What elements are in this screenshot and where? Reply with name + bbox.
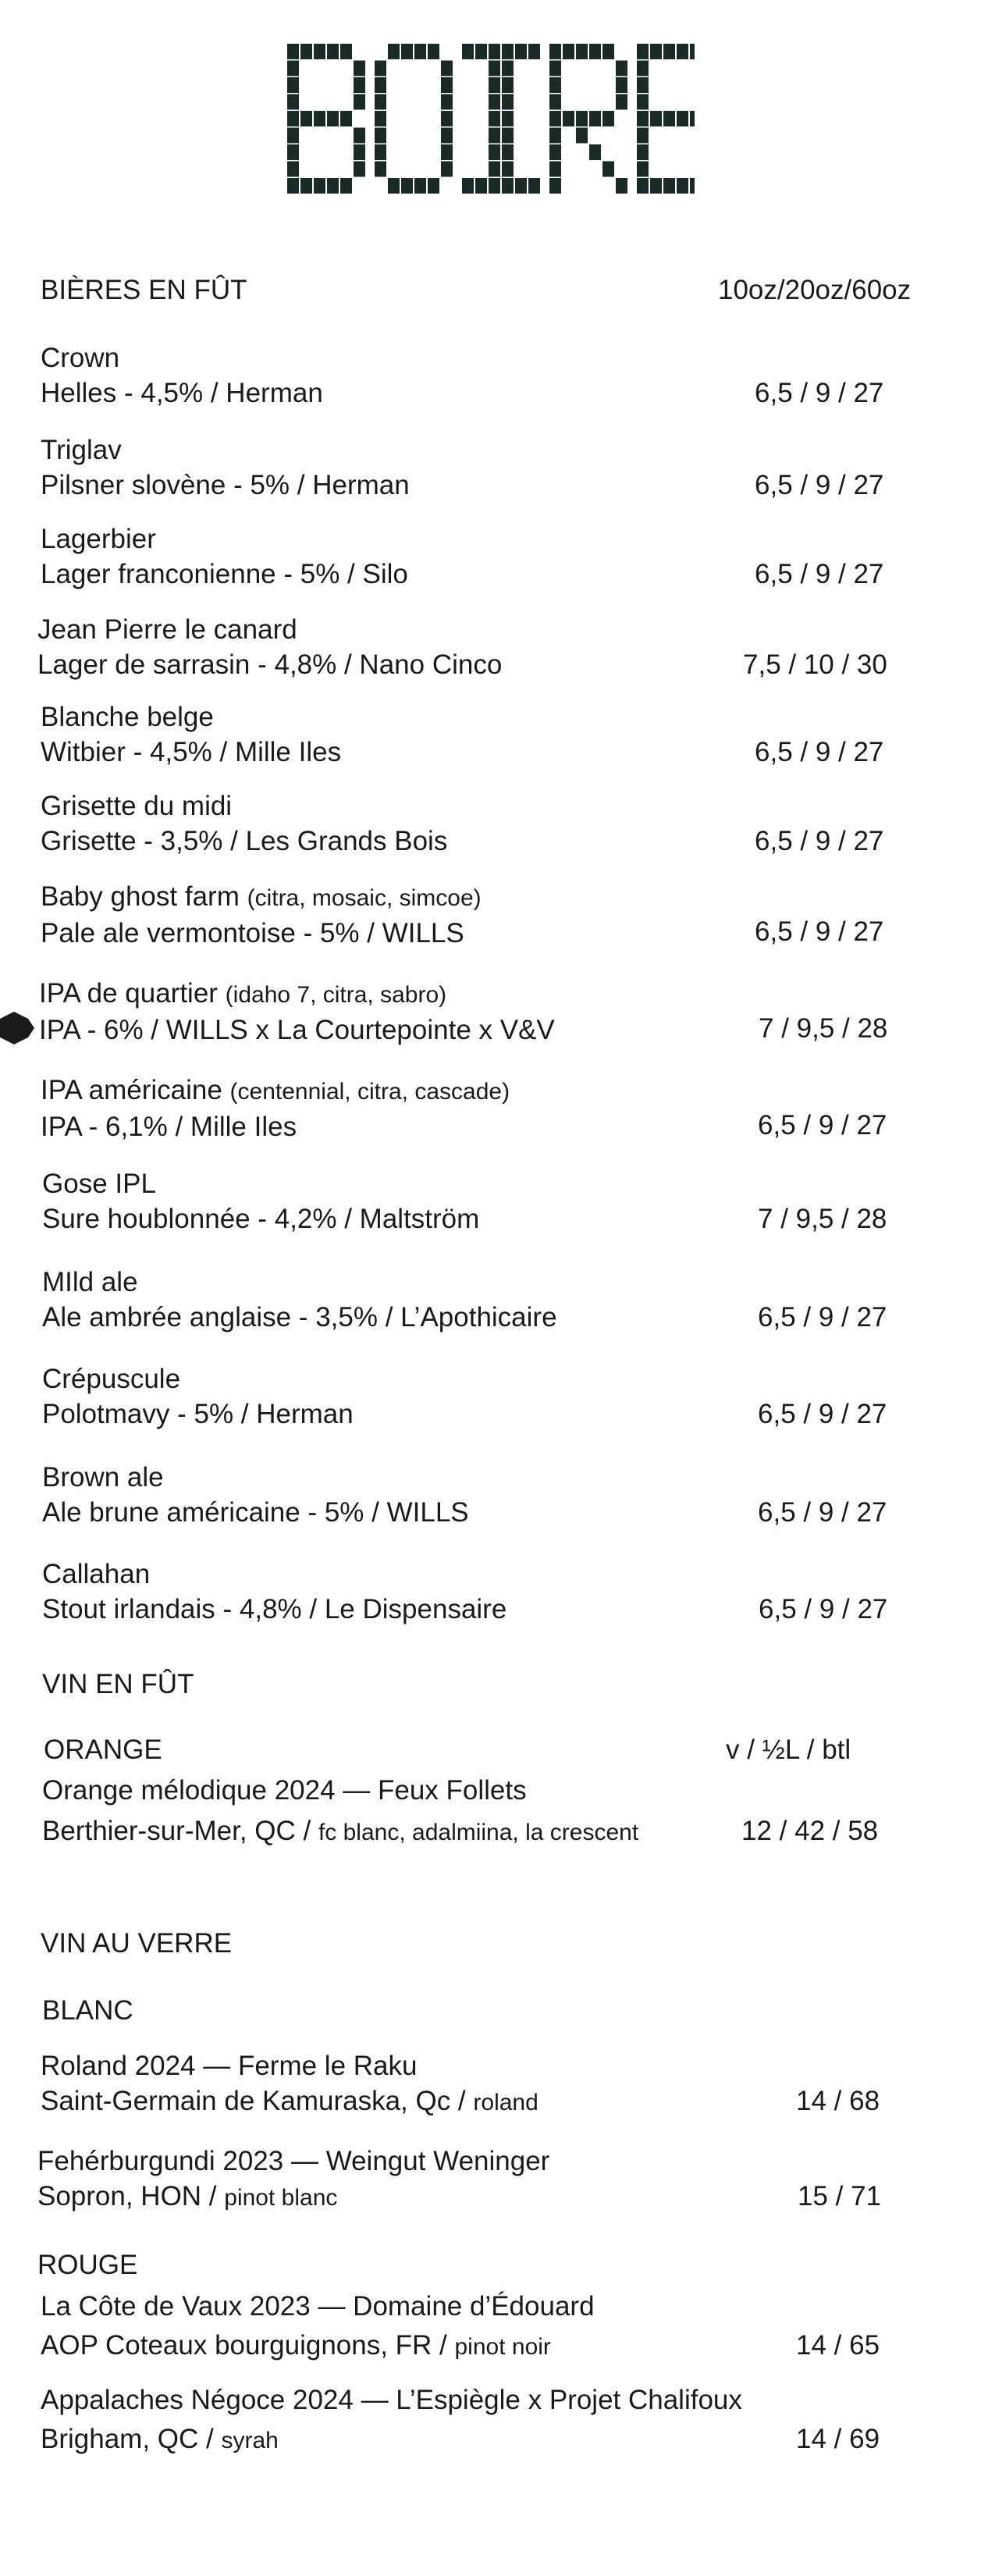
logo-brick bbox=[300, 44, 312, 59]
logo-brick bbox=[414, 178, 426, 194]
beer-price: 7 / 9,5 / 28 bbox=[759, 1013, 888, 1044]
logo-brick bbox=[489, 144, 500, 160]
logo-brick bbox=[576, 111, 588, 126]
logo-brick bbox=[375, 77, 386, 93]
logo-brick bbox=[637, 44, 649, 59]
beer-name: Lagerbier bbox=[41, 524, 156, 554]
logo-brick bbox=[563, 44, 574, 59]
logo-brick bbox=[375, 128, 386, 144]
beer-desc: Witbier - 4,5% / Mille Iles bbox=[41, 737, 342, 767]
logo-brick bbox=[441, 144, 453, 160]
logo-brick bbox=[340, 44, 352, 59]
wine-blanc-label: BLANC bbox=[42, 1995, 133, 2026]
logo-brick bbox=[475, 178, 487, 194]
beer-item bbox=[42, 1166, 940, 1236]
beer-name: MIld ale bbox=[42, 1267, 138, 1297]
beer-price: 6,5 / 9 / 27 bbox=[755, 737, 884, 767]
logo-brick bbox=[340, 178, 352, 194]
logo-brick bbox=[441, 77, 453, 93]
beer-desc: Ale ambrée anglaise - 3,5% / L’Apothicaire bbox=[42, 1302, 557, 1332]
logo-brick bbox=[515, 44, 527, 59]
wine-origin: Brigham, QC / bbox=[41, 2424, 222, 2454]
logo-brick bbox=[589, 111, 601, 126]
logo-brick bbox=[502, 61, 514, 76]
logo-brick bbox=[637, 61, 649, 76]
logo-brick bbox=[616, 61, 627, 76]
logo-brick bbox=[401, 44, 413, 59]
logo-brick bbox=[314, 111, 325, 126]
beer-desc: IPA - 6,1% / Mille Iles bbox=[41, 1112, 297, 1142]
logo-brick bbox=[515, 178, 527, 194]
logo-brick bbox=[489, 94, 500, 110]
logo-brick bbox=[327, 111, 339, 126]
logo-brick bbox=[428, 44, 439, 59]
logo-brick bbox=[375, 94, 386, 110]
wine-tap-sizes-label: v / ½L / btl bbox=[726, 1735, 851, 1765]
logo-brick bbox=[475, 44, 487, 59]
logo-brick bbox=[650, 111, 662, 126]
beer-desc: Lager franconienne - 5% / Silo bbox=[41, 559, 408, 589]
beer-item bbox=[42, 1460, 940, 1530]
beer-desc: Ale brune américaine - 5% / WILLS bbox=[42, 1497, 469, 1528]
beer-name: IPA américaine bbox=[41, 1075, 222, 1105]
logo-brick bbox=[589, 44, 601, 59]
wine-item bbox=[41, 2287, 940, 2367]
beer-hops-note: (citra, mosaic, simcoe) bbox=[247, 885, 482, 911]
logo-brick bbox=[375, 111, 386, 126]
beer-item bbox=[42, 1557, 940, 1627]
logo-brick bbox=[502, 111, 514, 126]
logo-brick bbox=[441, 61, 453, 76]
beer-item bbox=[39, 976, 940, 1048]
logo-brick bbox=[677, 44, 688, 59]
logo-brick bbox=[502, 77, 514, 93]
logo-brick bbox=[549, 77, 561, 93]
logo-brick bbox=[502, 162, 514, 177]
beer-desc: Helles - 4,5% / Herman bbox=[41, 378, 323, 408]
logo-brick bbox=[563, 111, 574, 126]
beer-desc: Pilsner slovène - 5% / Herman bbox=[41, 470, 410, 500]
beer-desc: Sure houblonnée - 4,2% / Maltström bbox=[42, 1204, 480, 1234]
logo-brick bbox=[549, 178, 561, 194]
logo-brick bbox=[549, 61, 561, 76]
logo-brick bbox=[528, 178, 540, 194]
beer-section-title: BIÈRES EN FÛT bbox=[41, 275, 247, 305]
logo-brick bbox=[576, 44, 588, 59]
logo-brick bbox=[690, 44, 695, 59]
logo-brick bbox=[314, 44, 325, 59]
logo-brick bbox=[549, 128, 561, 144]
beer-desc: Pale ale vermontoise - 5% / WILLS bbox=[41, 918, 464, 948]
beer-item bbox=[41, 340, 940, 411]
logo-brick bbox=[340, 111, 352, 126]
wine-origin: Saint-Germain de Kamuraska, Qc / bbox=[41, 2086, 474, 2116]
beer-item bbox=[42, 1361, 940, 1432]
wine-item bbox=[37, 2144, 940, 2215]
logo-brick bbox=[637, 162, 649, 177]
beer-price: 6,5 / 9 / 27 bbox=[758, 1399, 887, 1429]
beer-desc: IPA - 6% / WILLS x La Courtepointe x V&V bbox=[39, 1015, 555, 1045]
beer-price: 7,5 / 10 / 30 bbox=[743, 649, 887, 680]
beer-name: Crown bbox=[41, 343, 120, 373]
beer-name: Callahan bbox=[42, 1559, 151, 1589]
wine-title: Fehérburgundi 2023 — Weingut Weninger bbox=[37, 2146, 550, 2176]
beer-desc: Lager de sarrasin - 4,8% / Nano Cinco bbox=[37, 649, 503, 680]
logo-brick bbox=[663, 178, 675, 194]
wine-tap-section-title: VIN EN FÛT bbox=[42, 1669, 194, 1699]
logo-brick bbox=[287, 178, 299, 194]
logo-brick bbox=[650, 178, 662, 194]
logo-brick bbox=[489, 111, 500, 126]
beer-price: 6,5 / 9 / 27 bbox=[758, 1110, 887, 1140]
beer-item bbox=[41, 1073, 940, 1144]
wine-grape: roland bbox=[473, 2090, 538, 2115]
logo-brick bbox=[327, 178, 339, 194]
beer-price: 7 / 9,5 / 28 bbox=[758, 1204, 887, 1234]
beer-price: 6,5 / 9 / 27 bbox=[758, 1302, 887, 1332]
wine-price: 12 / 42 / 58 bbox=[741, 1816, 879, 1846]
beer-name: Crépuscule bbox=[42, 1364, 181, 1394]
wine-price: 14 / 65 bbox=[796, 2330, 880, 2361]
beer-name: Triglav bbox=[41, 435, 122, 465]
logo-brick bbox=[677, 111, 688, 126]
logo-brick bbox=[489, 128, 500, 144]
logo-brick bbox=[388, 44, 400, 59]
beer-item bbox=[41, 879, 940, 951]
logo-brick bbox=[690, 111, 695, 126]
logo-brick bbox=[462, 44, 474, 59]
beer-name: Grisette du midi bbox=[41, 791, 233, 821]
logo-brick bbox=[502, 44, 514, 59]
logo-brick bbox=[375, 144, 386, 160]
beer-item bbox=[41, 432, 940, 503]
beer-price: 6,5 / 9 / 27 bbox=[755, 916, 884, 947]
logo-brick bbox=[287, 162, 299, 177]
logo-brick bbox=[616, 94, 627, 110]
wine-title: Orange mélodique 2024 — Feux Follets bbox=[42, 1775, 527, 1806]
logo-brick bbox=[428, 178, 439, 194]
logo-brick bbox=[637, 128, 649, 144]
beer-price: 6,5 / 9 / 27 bbox=[755, 470, 884, 500]
logo-brick bbox=[462, 178, 474, 194]
beer-price: 6,5 / 9 / 27 bbox=[755, 378, 884, 408]
beer-desc: Polotmavy - 5% / Herman bbox=[42, 1399, 354, 1429]
hexagon-arrow-icon bbox=[0, 1012, 34, 1044]
beer-item bbox=[41, 788, 940, 859]
wine-grape: pinot blanc bbox=[224, 2185, 338, 2211]
wine-grape: syrah bbox=[221, 2428, 279, 2453]
logo-brick bbox=[441, 128, 453, 144]
wine-origin: AOP Coteaux bourguignons, FR / bbox=[41, 2330, 455, 2361]
logo-brick bbox=[354, 144, 365, 160]
logo-brick bbox=[441, 94, 453, 110]
logo-brick bbox=[489, 77, 500, 93]
logo-brick bbox=[502, 178, 514, 194]
wine-price: 14 / 69 bbox=[796, 2424, 880, 2454]
beer-price: 6,5 / 9 / 27 bbox=[759, 1594, 888, 1624]
wine-title: La Côte de Vaux 2023 — Domaine d’Édouard bbox=[41, 2291, 595, 2322]
logo-brick bbox=[388, 178, 400, 194]
wine-price: 15 / 71 bbox=[798, 2181, 882, 2211]
wine-origin: Sopron, HON / bbox=[37, 2181, 225, 2211]
logo-brick bbox=[616, 77, 627, 93]
beer-name: Gose IPL bbox=[42, 1169, 156, 1199]
logo-brick bbox=[663, 44, 675, 59]
beer-item bbox=[42, 1265, 940, 1335]
beer-header-row bbox=[41, 275, 940, 306]
boire-logo bbox=[287, 44, 695, 194]
logo-brick bbox=[300, 178, 312, 194]
beer-price: 6,5 / 9 / 27 bbox=[755, 826, 884, 856]
logo-brick bbox=[637, 94, 649, 110]
logo-brick bbox=[549, 94, 561, 110]
logo-brick bbox=[602, 111, 614, 126]
logo-brick bbox=[528, 44, 540, 59]
beer-price: 6,5 / 9 / 27 bbox=[758, 1497, 887, 1528]
logo-brick bbox=[375, 162, 386, 177]
logo-brick bbox=[354, 94, 365, 110]
logo-brick bbox=[354, 77, 365, 93]
logo-brick bbox=[650, 44, 662, 59]
logo-brick bbox=[602, 44, 614, 59]
beer-hops-note: (centennial, citra, cascade) bbox=[229, 1079, 510, 1105]
wine-title: Appalaches Négoce 2024 — L’Espiègle x Projet Chalifoux bbox=[41, 2385, 742, 2415]
logo-brick bbox=[327, 44, 339, 59]
logo-brick bbox=[401, 178, 413, 194]
logo-brick bbox=[300, 111, 312, 126]
logo-brick bbox=[314, 178, 325, 194]
wine-glass-section-title: VIN AU VERRE bbox=[41, 1928, 233, 1959]
logo-brick bbox=[637, 144, 649, 160]
beer-desc: Grisette - 3,5% / Les Grands Bois bbox=[41, 826, 448, 856]
beer-name: Blanche belge bbox=[41, 702, 214, 732]
logo-brick bbox=[354, 162, 365, 177]
logo-brick bbox=[502, 144, 514, 160]
logo-brick bbox=[602, 162, 614, 177]
logo-brick bbox=[354, 128, 365, 144]
wine-price: 14 / 68 bbox=[796, 2086, 880, 2116]
wine-tap-header-row bbox=[44, 1735, 940, 1766]
beer-sizes-label: 10oz/20oz/60oz bbox=[718, 275, 912, 305]
logo-brick bbox=[489, 162, 500, 177]
logo-brick bbox=[616, 178, 627, 194]
logo-brick bbox=[549, 162, 561, 177]
logo-brick bbox=[502, 128, 514, 144]
beer-price: 6,5 / 9 / 27 bbox=[755, 559, 884, 589]
logo-brick bbox=[637, 178, 649, 194]
logo-brick bbox=[441, 111, 453, 126]
logo-brick bbox=[576, 128, 588, 144]
wine-tap-sublabel: ORANGE bbox=[44, 1735, 162, 1765]
beer-hops-note: (idaho 7, citra, sabro) bbox=[225, 982, 447, 1008]
beer-name: Jean Pierre le canard bbox=[37, 614, 297, 645]
wine-grape: fc blanc, adalmiina, la crescent bbox=[318, 1820, 639, 1845]
logo-brick bbox=[690, 178, 695, 194]
logo-brick bbox=[549, 111, 561, 126]
logo-brick bbox=[287, 111, 299, 126]
beer-item bbox=[37, 612, 940, 682]
logo-brick bbox=[287, 44, 299, 59]
wine-rouge-label: ROUGE bbox=[37, 2250, 138, 2280]
logo-brick bbox=[414, 44, 426, 59]
wine-item bbox=[41, 2381, 940, 2460]
logo-brick bbox=[287, 128, 299, 144]
wine-origin: Berthier-sur-Mer, QC / bbox=[42, 1816, 318, 1846]
logo-brick bbox=[287, 144, 299, 160]
logo-brick bbox=[549, 44, 561, 59]
beer-item bbox=[41, 521, 940, 592]
logo-brick bbox=[489, 178, 500, 194]
logo-brick bbox=[489, 61, 500, 76]
logo-brick bbox=[589, 144, 601, 160]
beer-name: Brown ale bbox=[42, 1462, 164, 1493]
logo-brick bbox=[663, 111, 675, 126]
logo-brick bbox=[354, 61, 365, 76]
beer-item bbox=[41, 699, 940, 770]
logo-brick bbox=[287, 77, 299, 93]
wine-item bbox=[42, 1770, 940, 1853]
wine-title: Roland 2024 — Ferme le Raku bbox=[41, 2051, 418, 2081]
logo-brick bbox=[502, 94, 514, 110]
wine-grape: pinot noir bbox=[454, 2334, 551, 2360]
beer-name: IPA de quartier bbox=[39, 978, 218, 1009]
logo-brick bbox=[677, 178, 688, 194]
logo-brick bbox=[637, 77, 649, 93]
logo-brick bbox=[549, 144, 561, 160]
beer-name: Baby ghost farm bbox=[41, 881, 240, 912]
logo-brick bbox=[375, 61, 386, 76]
logo-brick bbox=[441, 162, 453, 177]
logo-brick bbox=[287, 94, 299, 110]
logo-brick bbox=[637, 111, 649, 126]
logo-brick bbox=[287, 61, 299, 76]
beer-desc: Stout irlandais - 4,8% / Le Dispensaire bbox=[42, 1594, 507, 1624]
logo-brick bbox=[489, 44, 500, 59]
wine-item bbox=[41, 2048, 940, 2120]
